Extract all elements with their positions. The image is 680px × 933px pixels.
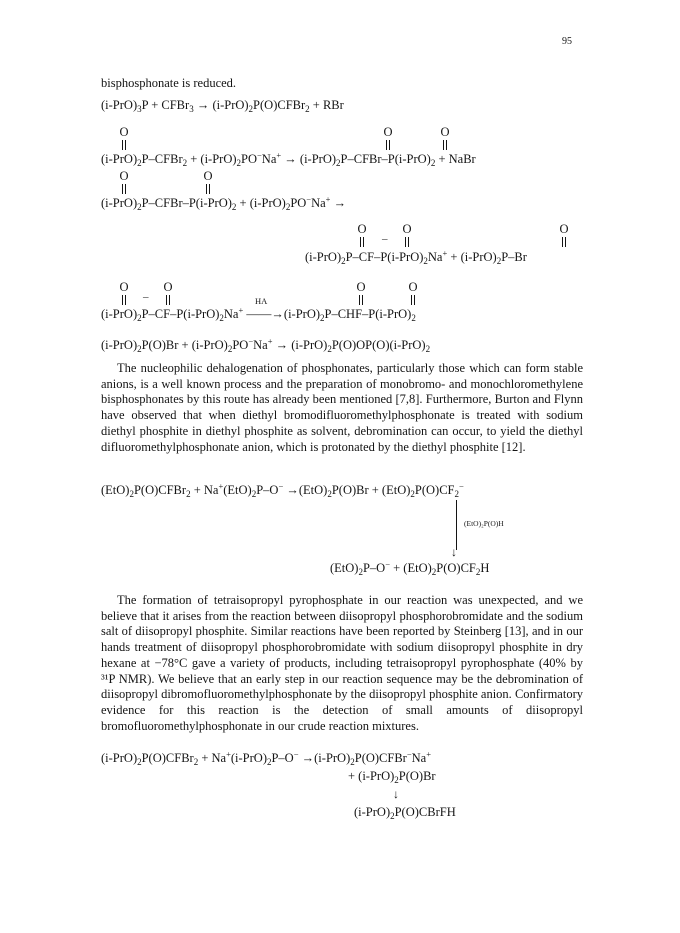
paragraph-1: The nucleophilic dehalogenation of phosphonates, particularly those which can form stable anions, is a well known process and the preparation of monobromo- and monochloromethylene bisphosphonates by this route has already been mentioned [7,8]. Furthermore, Burton and Flynn have observed that when diethyl bromodifluoromethylphosphonate is treated with sodium diethyl phosphite in diethyl phosphite as solvent, debromination can occur, to yield the diethyl difluoromethylphosphonate anion, which is protonated by the diethyl phosphite [12]. bbox=[101, 361, 583, 454]
equation-1: $(i-PrO)_3P$ + CFBr$_3$ → $(i-PrO)_2P(O)CFBr_2$ + RBr bbox=[101, 98, 344, 114]
reagent-ha: HA bbox=[255, 296, 268, 306]
paragraph-2: The formation of tetraisopropyl pyrophosphate in our reaction was unexpected, and we believe that it arises from the reaction between diisopropyl phosphorobromidate and the sodium salt of diisopropyl phosphite. Similar reactions have been reported by Steinberg [13], and in our hands treatment of diisopropyl phosphorobromidate with sodium diisopropyl phosphite in dry hexane at −78°C gave a variety of products, including tetraisopropyl pyrophosphate (40% by ³¹P NMR). We believe that an early step in our reaction sequence may be the debromination of diisopropyl dibromofluoromethylphosphonate by the diisopropyl phosphite anion. Confirmatory evidence for this reaction is the detection of small amounts of diisopropyl bromofluoromethylphosphonate in our crude reaction mixtures. bbox=[101, 593, 583, 733]
page-number: 95 bbox=[562, 36, 572, 47]
reagent-et: (EtO)₂P(O)H bbox=[464, 519, 504, 528]
intro-line: bisphosphonate is reduced. bbox=[101, 76, 237, 90]
document-page: 95 bisphosphonate is reduced. $(i-PrO)_3P$ + CFBr$_3$ → $(i-PrO)_2P(O)CFBr_2$ + RBr O O O $(i-PrO)_2P-CFBr_2 + (i-PrO)_2PO^-Na^+$ → $(i-PrO)_2P-CFBr-P(i-PrO)_2$ + NaBr O O $(i-PrO)_2P-CFBr-P(i-PrO)_2 + (i-PrO)_2PO^-Na^+$ → O – O O $(i-PrO)_2P-CF-P(i-PrO)_2Na^+ + (i-PrO)_2P-Br$ O – O O O HA $(i-PrO)_2P-CF-P(i-PrO)_2Na^+$ $——\to(i-PrO)_2P-CHF-P(i-PrO)_2$ $(i-PrO)_2P(O)Br + (i-PrO)_2PO^-Na^+ \to (i-PrO)_2P(O)OP(O)(i-PrO)_2$ The nucleophilic dehalogenation of phosphonates, particularly those which can form stable anions, is a well known process and the preparation of monobromo- and monochloromethylene bisphosphonates by this route has already been mentioned [7,8]. Furthermore, Burton and Flynn have observed that when diethyl bromodifluoromethylphosphonate is treated with sodium diethyl phosphite in diethyl phosphite as solvent, debromination can occur, to yield the diethyl difluoromethylphosphonate anion, which is protonated by the diethyl phosphite [12]. $(EtO)_2P(O)CFBr_2 + Na^+(EtO)_2P-O^- \to(EtO)_2P(O)Br + (EtO)_2P(O)CF_2^-$ (EtO)₂P(O)H ↓ $(EtO)_2P-O^- + (EtO)_2P(O)CF_2H$ The formation of tetraisopropyl pyrophosphate in our reaction was unexpected, and we believe that it arises from the reaction between diisopropyl phosphorobromidate and the sodium salt of diisopropyl phosphite. Similar reactions have been reported by Steinberg [13], and in our hands treatment of diisopropyl phosphorobromidate with sodium diisopropyl phosphite in dry hexane at −78°C gave a variety of products, including tetraisopropyl pyrophosphate (40% by ³¹P NMR). We believe that an early step in our reaction sequence may be the debromination of diisopropyl dibromofluoromethylphosphonate by the diisopropyl phosphite anion. Confirmatory evidence for this reaction is the detection of small amounts of diisopropyl bromofluoromethylphosphonate in our crude reaction mixtures. $(i-PrO)_2P(O)CFBr_2 + Na^+(i-PrO)_2P-O^-$ $\to(i-PrO)_2P(O)CFBr^-Na^+$ + $(i-PrO)_2P(O)Br$ ↓ $(i-PrO)_2P(O)CBrFH$ bbox=[101, 36, 583, 821]
equation-5: $(i-PrO)_2P(O)Br + (i-PrO)_2PO^-Na^+ \to (i-PrO)_2P(O)OP(O)(i-PrO)_2$ bbox=[101, 336, 431, 354]
